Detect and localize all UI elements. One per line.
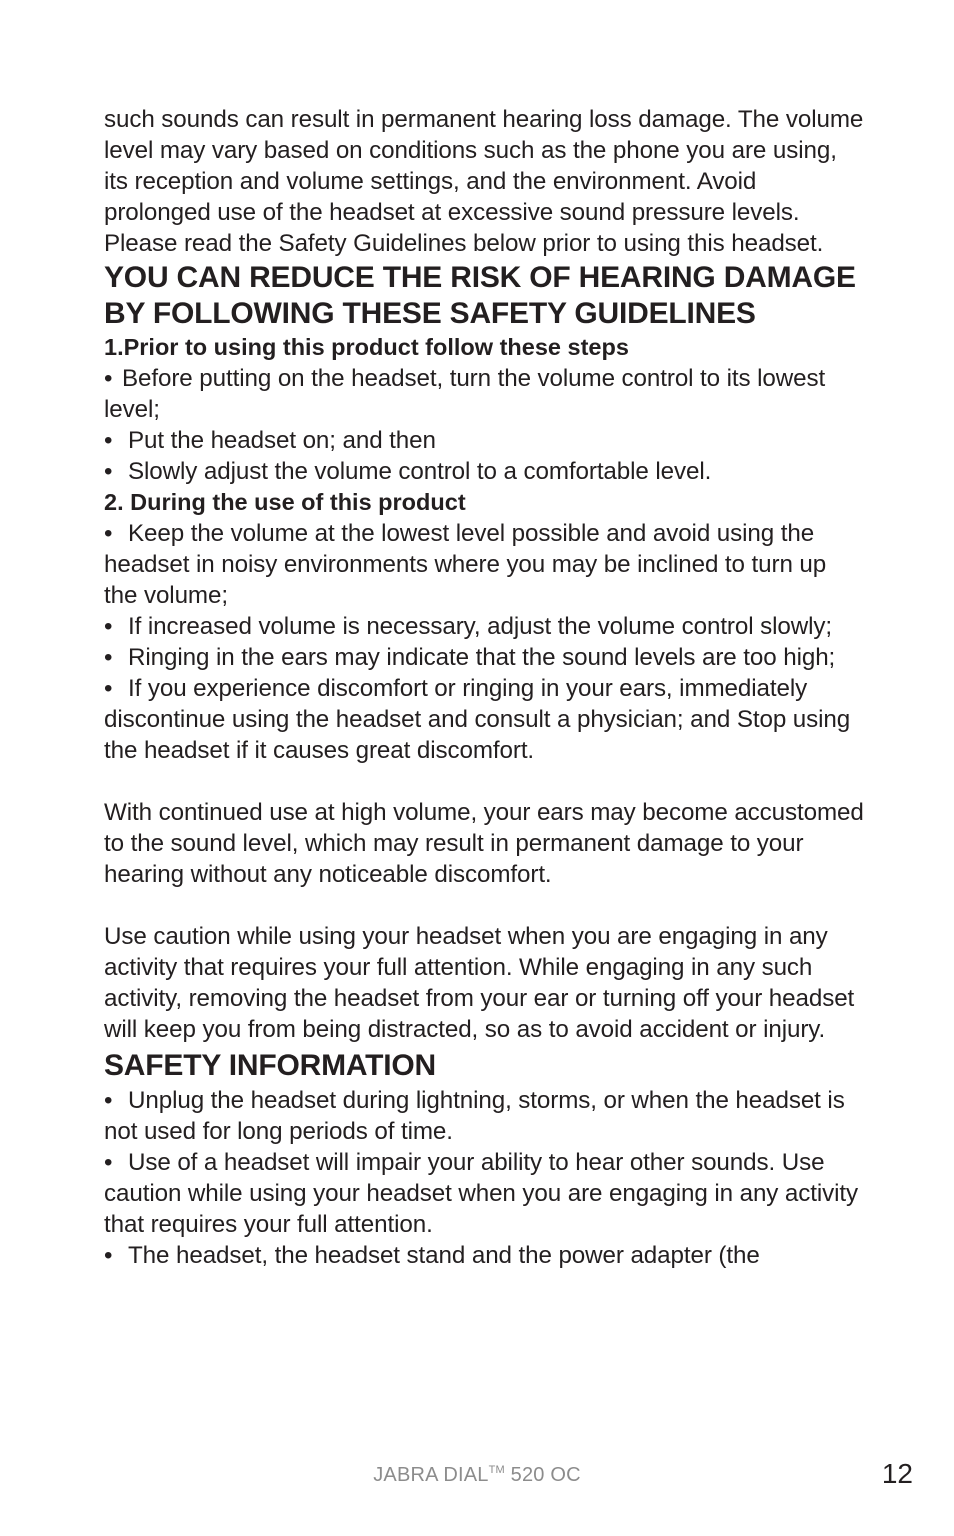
trademark-mark: TM bbox=[488, 1464, 505, 1476]
list-item-during-4: • If you experience discomfort or ringing in your ears, immediately discontinue using the headset and consult a physician; and Stop using the headset if it causes great discomfort. bbox=[104, 673, 864, 766]
caution-paragraph: Use caution while using your headset when you are engaging in any activity that requires your full attention. While engaging in any such activity, removing the headset from your ear or turning off your headset will keep you from being distracted, so as to avoid accident or injury. bbox=[104, 923, 855, 1043]
list-item-during-3: • Ringing in the ears may indicate that the sound levels are too high; bbox=[104, 642, 864, 673]
page-number: 12 bbox=[881, 1458, 913, 1489]
list-item-safety-1: • Unplug the headset during lightning, storms, or when the headset is not used for long periods of time. bbox=[104, 1085, 864, 1147]
steps-during-title: 2. During the use of this product bbox=[104, 489, 466, 515]
list-item-during-1: • Keep the volume at the lowest level possible and avoid using the headset in noisy environments where you may be inclined to turn up the volume; bbox=[104, 518, 864, 611]
continued-use-paragraph: With continued use at high volume, your ears may become accustomed to the sound level, which may result in permanent damage to your hearing without any noticeable discomfort. bbox=[104, 799, 864, 888]
manual-page bbox=[104, 104, 864, 1271]
heading-reduce-risk: YOU CAN REDUCE THE RISK OF HEARING DAMAGE BY FOLLOWING THESE SAFETY GUIDELINES bbox=[104, 261, 856, 330]
spacer bbox=[104, 766, 864, 797]
list-item-prior-1: • Before putting on the headset, turn the volume control to its lowest level; bbox=[104, 363, 864, 425]
intro-paragraph: such sounds can result in permanent hearing loss damage. The volume level may vary based on conditions such as the phone you are using, its reception and volume settings, and the environment. Avoid prolonged use of the headset at excessive sound pressure levels. Please read the Safety Guidelines below prior to using this headset. bbox=[104, 106, 864, 257]
list-item-prior-2: • Put the headset on; and then bbox=[104, 425, 864, 456]
list-item-prior-3: • Slowly adjust the volume control to a comfortable level. bbox=[104, 456, 864, 487]
heading-safety-information: SAFETY INFORMATION bbox=[104, 1049, 436, 1082]
footer-product-prefix: JABRA DIAL bbox=[373, 1464, 489, 1486]
list-item-safety-3: • The headset, the headset stand and the power adapter (the bbox=[104, 1240, 864, 1271]
list-item-during-2: • If increased volume is necessary, adjust the volume control slowly; bbox=[104, 611, 864, 642]
spacer bbox=[104, 890, 864, 921]
list-item-safety-2: • Use of a headset will impair your ability to hear other sounds. Use caution while using your headset when you are engaging in any activity that requires your full attention. bbox=[104, 1147, 864, 1240]
footer-product-name bbox=[0, 1464, 954, 1487]
steps-prior-title: 1.Prior to using this product follow these steps bbox=[104, 334, 629, 360]
footer-product-suffix: 520 OC bbox=[504, 1464, 581, 1486]
